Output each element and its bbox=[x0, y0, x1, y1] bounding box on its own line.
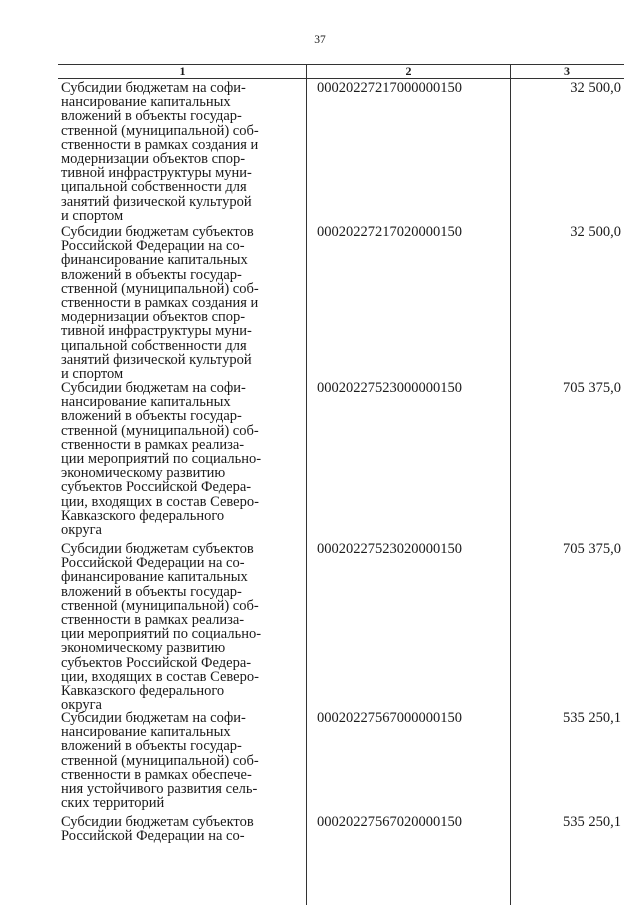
amount: 535 250,1 bbox=[563, 814, 621, 830]
column-header-3: 3 bbox=[564, 64, 570, 78]
subsidy-name: Субсидии бюджетам субъектов Российской Федерации на со- bbox=[61, 814, 254, 845]
budget-code: 00020227523000000150 bbox=[317, 380, 462, 396]
budget-table bbox=[59, 64, 623, 905]
budget-code: 00020227217020000150 bbox=[317, 224, 462, 240]
budget-code: 00020227567000000150 bbox=[317, 710, 462, 726]
budget-code: 00020227217000000150 bbox=[317, 80, 462, 96]
amount: 705 375,0 bbox=[563, 380, 621, 396]
amount: 32 500,0 bbox=[570, 224, 621, 240]
amount: 32 500,0 bbox=[570, 80, 621, 96]
column-divider-1 bbox=[306, 64, 307, 905]
subsidy-name: Субсидии бюджетам на софи- нансирование капитальных вложений в объекты государ- ственной (муниципальной) соб- ственности в рамках обеспече- ния устойчивого развития сель- ских территорий bbox=[61, 710, 259, 812]
column-header-1: 1 bbox=[179, 64, 186, 78]
amount: 705 375,0 bbox=[563, 541, 621, 557]
budget-code: 00020227567020000150 bbox=[317, 814, 462, 830]
column-divider-2 bbox=[510, 64, 511, 905]
subsidy-name: Субсидии бюджетам на софи- нансирование капитальных вложений в объекты государ- ственной (муниципальной) соб- ственности в рамках создания и модернизации объектов спор- тивной инфраструктуры муни- ципальной собственности для занятий физической культурой и спортом bbox=[61, 80, 259, 224]
budget-code: 00020227523020000150 bbox=[317, 541, 462, 557]
subsidy-name: Субсидии бюджетам субъектов Российской Федерации на со- финансирование капитальных вложений в объекты государ- ственной (муниципальной) соб- ственности в рамках создания и модернизации объектов спор- тивной инфраструктуры муни- ципальной собственности для занятий физической культурой и спортом bbox=[61, 224, 259, 383]
subsidy-name: Субсидии бюджетам на софи- нансирование капитальных вложений в объекты государ- ственной (муниципальной) соб- ственности в рамках реализа- ции мероприятий по социально- экономическому развитию субъектов Российской Федера- ции, входящих в состав Северо- Кавказского федерального округа bbox=[61, 380, 262, 539]
subsidy-name: Субсидии бюджетам субъектов Российской Федерации на со- финансирование капитальных вложений в объекты государ- ственной (муниципальной) соб- ственности в рамках реализа- ции мероприятий по социально- экономическому развитию субъектов Российской Федера- ции, входящих в состав Северо- Кавказского федерального округа bbox=[61, 541, 262, 714]
amount: 535 250,1 bbox=[563, 710, 621, 726]
page-number: 37 bbox=[314, 34, 326, 46]
header-bottom-border bbox=[58, 78, 624, 79]
column-header-2: 2 bbox=[405, 64, 412, 78]
